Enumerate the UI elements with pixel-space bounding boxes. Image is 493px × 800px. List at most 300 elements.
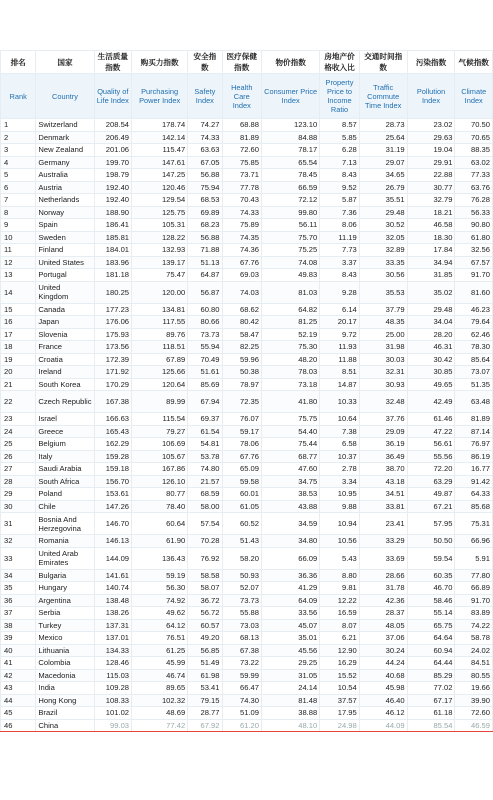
cell-consumer-price: 73.18 (262, 378, 320, 391)
cell-climate: 61.80 (455, 231, 493, 244)
cell-rank: 3 (1, 144, 36, 157)
cell-traffic: 32.89 (359, 244, 407, 257)
cell-climate: 63.02 (455, 156, 493, 169)
cell-quality-of-life: 138.48 (94, 594, 131, 607)
table-row (1, 269, 493, 282)
cell-consumer-price: 56.11 (262, 219, 320, 232)
cell-country: Greece (36, 425, 94, 438)
cell-rank: 37 (1, 607, 36, 620)
cell-pollution: 28.20 (407, 328, 455, 341)
cell-traffic: 46.40 (359, 694, 407, 707)
cell-climate: 88.35 (455, 144, 493, 157)
cell-quality-of-life: 109.28 (94, 682, 131, 695)
cell-purchasing-power: 142.14 (132, 131, 188, 144)
cell-pollution: 55.56 (407, 450, 455, 463)
table-row (1, 707, 493, 720)
cell-purchasing-power: 147.61 (132, 156, 188, 169)
cell-traffic: 34.51 (359, 488, 407, 501)
cell-rank: 45 (1, 707, 36, 720)
cell-rank: 33 (1, 547, 36, 569)
cell-country: Netherlands (36, 194, 94, 207)
cell-rank: 18 (1, 341, 36, 354)
cell-safety: 55.94 (188, 341, 222, 354)
cell-country: Turkey (36, 619, 94, 632)
cell-safety: 56.85 (188, 644, 222, 657)
table-row (1, 219, 493, 232)
cell-traffic: 35.53 (359, 281, 407, 303)
cell-health-care: 81.89 (222, 131, 262, 144)
cell-consumer-price: 123.10 (262, 119, 320, 132)
cell-health-care: 73.03 (222, 619, 262, 632)
cell-safety: 56.87 (188, 281, 222, 303)
cell-consumer-price: 45.56 (262, 644, 320, 657)
cell-rank: 44 (1, 694, 36, 707)
cell-rank: 25 (1, 438, 36, 451)
header-cn-traffic[interactable]: 交通时间指数 (359, 51, 407, 74)
cell-pollution: 67.21 (407, 500, 455, 513)
cell-health-care: 50.93 (222, 569, 262, 582)
cell-purchasing-power: 178.74 (132, 119, 188, 132)
cell-climate: 73.07 (455, 366, 493, 379)
cell-consumer-price: 74.08 (262, 256, 320, 269)
cell-purchasing-power: 120.64 (132, 378, 188, 391)
cell-property-price: 6.28 (320, 144, 360, 157)
cell-country: Denmark (36, 131, 94, 144)
cell-pollution: 49.87 (407, 488, 455, 501)
cell-rank: 41 (1, 657, 36, 670)
cell-country: China (36, 719, 94, 732)
header-pollution[interactable]: Pollution Index (407, 74, 455, 119)
header-cn-quality-of-life[interactable]: 生活质量指数 (94, 51, 131, 74)
cell-consumer-price: 75.44 (262, 438, 320, 451)
cell-purchasing-power: 89.65 (132, 682, 188, 695)
cell-health-care: 73.22 (222, 657, 262, 670)
cell-rank: 13 (1, 269, 36, 282)
cell-country: United States (36, 256, 94, 269)
cell-health-care: 58.47 (222, 328, 262, 341)
header-purchasing-power[interactable]: Purchasing Power Index (132, 74, 188, 119)
cell-pollution: 61.46 (407, 413, 455, 426)
table-row (1, 513, 493, 535)
cell-traffic: 31.98 (359, 341, 407, 354)
table-row (1, 244, 493, 257)
table-row (1, 644, 493, 657)
cell-quality-of-life: 173.56 (94, 341, 131, 354)
cell-health-care: 67.76 (222, 256, 262, 269)
cell-property-price: 8.80 (320, 569, 360, 582)
cell-pollution: 32.79 (407, 194, 455, 207)
cell-health-care: 75.85 (222, 156, 262, 169)
cell-pollution: 72.20 (407, 463, 455, 476)
cell-health-care: 67.38 (222, 644, 262, 657)
table-row (1, 547, 493, 569)
cell-climate: 91.42 (455, 475, 493, 488)
cell-quality-of-life: 108.33 (94, 694, 131, 707)
cell-purchasing-power: 105.67 (132, 450, 188, 463)
cell-health-care: 59.99 (222, 669, 262, 682)
cell-purchasing-power: 76.51 (132, 632, 188, 645)
cell-health-care: 68.88 (222, 119, 262, 132)
cell-traffic: 44.24 (359, 657, 407, 670)
cell-safety: 74.33 (188, 131, 222, 144)
cell-climate: 90.80 (455, 219, 493, 232)
cell-quality-of-life: 153.61 (94, 488, 131, 501)
cell-pollution: 85.54 (407, 719, 455, 732)
header-property-price[interactable]: Property Price to Income Ratio (320, 74, 360, 119)
cell-pollution: 30.85 (407, 366, 455, 379)
cell-purchasing-power: 134.81 (132, 303, 188, 316)
header-row-chinese (1, 51, 493, 74)
cell-property-price: 10.94 (320, 513, 360, 535)
cell-purchasing-power: 61.90 (132, 535, 188, 548)
table-row (1, 632, 493, 645)
cell-safety: 76.92 (188, 547, 222, 569)
cell-traffic: 28.66 (359, 569, 407, 582)
cell-property-price: 3.37 (320, 256, 360, 269)
cell-consumer-price: 48.20 (262, 353, 320, 366)
cell-health-care: 61.20 (222, 719, 262, 732)
table-row (1, 181, 493, 194)
cell-country: Austria (36, 181, 94, 194)
cell-quality-of-life: 140.74 (94, 582, 131, 595)
cell-consumer-price: 66.59 (262, 181, 320, 194)
cell-country: Ireland (36, 366, 94, 379)
cell-traffic: 33.81 (359, 500, 407, 513)
cell-purchasing-power: 147.25 (132, 169, 188, 182)
table-row (1, 694, 493, 707)
cell-country: Canada (36, 303, 94, 316)
header-safety[interactable]: Safety Index (188, 74, 222, 119)
cell-pollution: 18.30 (407, 231, 455, 244)
cell-quality-of-life: 206.49 (94, 131, 131, 144)
cell-consumer-price: 81.48 (262, 694, 320, 707)
cell-purchasing-power: 120.00 (132, 281, 188, 303)
cell-climate: 77.33 (455, 169, 493, 182)
cell-property-price: 20.17 (320, 316, 360, 329)
cell-safety: 75.94 (188, 181, 222, 194)
cell-purchasing-power: 61.25 (132, 644, 188, 657)
cell-climate: 70.50 (455, 119, 493, 132)
cell-quality-of-life: 201.06 (94, 144, 131, 157)
header-climate[interactable]: Climate Index (455, 74, 493, 119)
cell-health-care: 51.09 (222, 707, 262, 720)
header-rank[interactable]: Rank (1, 74, 36, 119)
cell-country: Poland (36, 488, 94, 501)
cell-traffic: 36.49 (359, 450, 407, 463)
cell-climate: 83.89 (455, 607, 493, 620)
cell-consumer-price: 43.88 (262, 500, 320, 513)
cell-consumer-price: 75.70 (262, 231, 320, 244)
cell-country: Czech Republic (36, 391, 94, 413)
cell-property-price: 9.52 (320, 181, 360, 194)
cell-health-care: 70.43 (222, 194, 262, 207)
table-row (1, 582, 493, 595)
cell-purchasing-power: 139.17 (132, 256, 188, 269)
table-row (1, 378, 493, 391)
cell-traffic: 26.79 (359, 181, 407, 194)
header-cn-property-price[interactable]: 房地产价格收入比 (320, 51, 360, 74)
cell-property-price: 37.57 (320, 694, 360, 707)
cell-purchasing-power: 49.62 (132, 607, 188, 620)
cell-pollution: 31.85 (407, 269, 455, 282)
cell-consumer-price: 81.03 (262, 281, 320, 303)
cell-country: Sweden (36, 231, 94, 244)
cell-property-price: 7.36 (320, 206, 360, 219)
cell-rank: 24 (1, 425, 36, 438)
cell-climate: 85.68 (455, 500, 493, 513)
header-quality-of-life[interactable]: Quality of Life Index (94, 74, 131, 119)
cell-safety: 53.78 (188, 450, 222, 463)
cell-purchasing-power: 115.47 (132, 144, 188, 157)
cell-consumer-price: 33.56 (262, 607, 320, 620)
cell-rank: 39 (1, 632, 36, 645)
cell-pollution: 60.35 (407, 569, 455, 582)
cell-country: Macedonia (36, 669, 94, 682)
cell-safety: 69.37 (188, 413, 222, 426)
cell-health-care: 58.20 (222, 547, 262, 569)
cell-pollution: 65.75 (407, 619, 455, 632)
cell-purchasing-power: 167.86 (132, 463, 188, 476)
cell-traffic: 38.70 (359, 463, 407, 476)
cell-climate: 91.70 (455, 594, 493, 607)
cell-consumer-price: 66.09 (262, 547, 320, 569)
cell-traffic: 33.29 (359, 535, 407, 548)
header-country[interactable]: Country (36, 74, 94, 119)
cell-quality-of-life: 99.03 (94, 719, 131, 732)
cell-purchasing-power: 78.40 (132, 500, 188, 513)
cell-climate: 46.23 (455, 303, 493, 316)
cell-country: Romania (36, 535, 94, 548)
cell-safety: 58.07 (188, 582, 222, 595)
cell-country: Hong Kong (36, 694, 94, 707)
cell-quality-of-life: 192.40 (94, 181, 131, 194)
table-row (1, 131, 493, 144)
cell-climate: 80.55 (455, 669, 493, 682)
cell-rank: 20 (1, 366, 36, 379)
header-cn-climate[interactable]: 气候指数 (455, 51, 493, 74)
cell-health-care: 73.73 (222, 594, 262, 607)
cell-rank: 42 (1, 669, 36, 682)
table-row (1, 438, 493, 451)
table-row (1, 194, 493, 207)
cell-safety: 49.20 (188, 632, 222, 645)
cell-country: Portugal (36, 269, 94, 282)
cell-quality-of-life: 134.33 (94, 644, 131, 657)
cell-quality-of-life: 172.39 (94, 353, 131, 366)
cell-pollution: 17.84 (407, 244, 455, 257)
cell-quality-of-life: 208.54 (94, 119, 131, 132)
table-row (1, 535, 493, 548)
cell-rank: 15 (1, 303, 36, 316)
cell-country: Serbia (36, 607, 94, 620)
cell-traffic: 32.48 (359, 391, 407, 413)
cell-purchasing-power: 56.30 (132, 582, 188, 595)
cell-country: Colombia (36, 657, 94, 670)
cell-quality-of-life: 167.38 (94, 391, 131, 413)
cell-consumer-price: 81.25 (262, 316, 320, 329)
cell-rank: 14 (1, 281, 36, 303)
cell-climate: 64.33 (455, 488, 493, 501)
cell-country: France (36, 341, 94, 354)
cell-traffic: 30.52 (359, 219, 407, 232)
cell-rank: 10 (1, 231, 36, 244)
cell-rank: 11 (1, 244, 36, 257)
cell-quality-of-life: 177.23 (94, 303, 131, 316)
cell-health-care: 74.03 (222, 281, 262, 303)
cell-pollution: 77.02 (407, 682, 455, 695)
cell-country: Australia (36, 169, 94, 182)
cell-property-price: 6.58 (320, 438, 360, 451)
cell-climate: 66.89 (455, 582, 493, 595)
cell-health-care: 68.62 (222, 303, 262, 316)
cell-country: Hungary (36, 582, 94, 595)
cell-purchasing-power: 102.32 (132, 694, 188, 707)
cell-property-price: 12.90 (320, 644, 360, 657)
cell-consumer-price: 38.53 (262, 488, 320, 501)
cell-quality-of-life: 137.01 (94, 632, 131, 645)
cell-pollution: 59.54 (407, 547, 455, 569)
cell-traffic: 36.19 (359, 438, 407, 451)
cell-climate: 63.48 (455, 391, 493, 413)
cell-rank: 31 (1, 513, 36, 535)
cell-rank: 9 (1, 219, 36, 232)
cell-rank: 38 (1, 619, 36, 632)
cell-climate: 70.65 (455, 131, 493, 144)
cell-pollution: 30.77 (407, 181, 455, 194)
cell-safety: 70.49 (188, 353, 222, 366)
cell-purchasing-power: 120.46 (132, 181, 188, 194)
cell-climate: 16.77 (455, 463, 493, 476)
cell-health-care: 72.60 (222, 144, 262, 157)
cell-country: Saudi Arabia (36, 463, 94, 476)
table-row (1, 341, 493, 354)
cell-health-care: 82.25 (222, 341, 262, 354)
cell-climate: 86.19 (455, 450, 493, 463)
cell-health-care: 59.96 (222, 353, 262, 366)
cell-traffic: 40.68 (359, 669, 407, 682)
cell-safety: 79.15 (188, 694, 222, 707)
header-cn-rank[interactable]: 排名 (1, 51, 36, 74)
cell-rank: 32 (1, 535, 36, 548)
cell-quality-of-life: 176.06 (94, 316, 131, 329)
table-row (1, 619, 493, 632)
cell-traffic: 34.65 (359, 169, 407, 182)
cell-traffic: 48.35 (359, 316, 407, 329)
cell-property-price: 10.56 (320, 535, 360, 548)
cell-consumer-price: 64.82 (262, 303, 320, 316)
cell-climate: 81.89 (455, 413, 493, 426)
cell-country: South Korea (36, 378, 94, 391)
table-row (1, 413, 493, 426)
cell-safety: 74.27 (188, 119, 222, 132)
cell-pollution: 29.63 (407, 131, 455, 144)
header-cn-country[interactable]: 国家 (36, 51, 94, 74)
cell-safety: 54.81 (188, 438, 222, 451)
cell-quality-of-life: 198.79 (94, 169, 131, 182)
cell-health-care: 73.71 (222, 169, 262, 182)
cell-property-price: 2.78 (320, 463, 360, 476)
cell-pollution: 47.22 (407, 425, 455, 438)
cell-property-price: 6.14 (320, 303, 360, 316)
cell-climate: 19.66 (455, 682, 493, 695)
cell-traffic: 37.76 (359, 413, 407, 426)
table-row (1, 488, 493, 501)
cell-country: United Arab Emirates (36, 547, 94, 569)
cell-consumer-price: 29.25 (262, 657, 320, 670)
cell-rank: 2 (1, 131, 36, 144)
cell-pollution: 46.31 (407, 341, 455, 354)
cell-purchasing-power: 48.69 (132, 707, 188, 720)
table-row (1, 119, 493, 132)
cell-traffic: 28.73 (359, 119, 407, 132)
cell-consumer-price: 41.29 (262, 582, 320, 595)
cell-safety: 67.92 (188, 719, 222, 732)
cell-pollution: 46.70 (407, 582, 455, 595)
cell-property-price: 12.22 (320, 594, 360, 607)
cell-health-care: 69.03 (222, 269, 262, 282)
cell-health-care: 61.05 (222, 500, 262, 513)
cell-property-price: 9.28 (320, 281, 360, 303)
header-cn-pollution[interactable]: 污染指数 (407, 51, 455, 74)
cell-quality-of-life: 147.26 (94, 500, 131, 513)
cell-purchasing-power: 45.99 (132, 657, 188, 670)
header-cn-safety[interactable]: 安全指数 (188, 51, 222, 74)
cell-health-care: 50.38 (222, 366, 262, 379)
cell-consumer-price: 38.88 (262, 707, 320, 720)
cell-health-care: 74.33 (222, 206, 262, 219)
cell-quality-of-life: 183.96 (94, 256, 131, 269)
table-row (1, 719, 493, 732)
cell-climate: 63.76 (455, 181, 493, 194)
table-row (1, 594, 493, 607)
cell-rank: 30 (1, 500, 36, 513)
header-cn-purchasing-power[interactable]: 购买力指数 (132, 51, 188, 74)
header-health-care[interactable]: Health Care Index (222, 74, 262, 119)
cell-safety: 56.72 (188, 607, 222, 620)
cell-safety: 71.88 (188, 244, 222, 257)
cell-property-price: 11.88 (320, 353, 360, 366)
cell-pollution: 22.88 (407, 169, 455, 182)
cell-consumer-price: 31.05 (262, 669, 320, 682)
cell-traffic: 30.03 (359, 353, 407, 366)
cell-purchasing-power: 118.51 (132, 341, 188, 354)
cell-climate: 56.33 (455, 206, 493, 219)
cell-climate: 67.57 (455, 256, 493, 269)
header-cn-health-care[interactable]: 医疗保健指数 (222, 51, 262, 74)
cell-consumer-price: 78.03 (262, 366, 320, 379)
header-cn-consumer-price[interactable]: 物价指数 (262, 51, 320, 74)
cell-consumer-price: 47.60 (262, 463, 320, 476)
cell-consumer-price: 75.75 (262, 413, 320, 426)
cell-climate: 39.90 (455, 694, 493, 707)
cell-consumer-price: 35.01 (262, 632, 320, 645)
cell-pollution: 49.65 (407, 378, 455, 391)
cell-traffic: 37.79 (359, 303, 407, 316)
cell-climate: 81.60 (455, 281, 493, 303)
cell-traffic: 48.05 (359, 619, 407, 632)
table-row (1, 169, 493, 182)
cell-rank: 7 (1, 194, 36, 207)
header-traffic[interactable]: Traffic Commute Time Index (359, 74, 407, 119)
table-row (1, 231, 493, 244)
header-consumer-price[interactable]: Consumer Price Index (262, 74, 320, 119)
cell-pollution: 67.17 (407, 694, 455, 707)
cell-quality-of-life: 181.18 (94, 269, 131, 282)
cell-quality-of-life: 115.03 (94, 669, 131, 682)
cell-property-price: 10.64 (320, 413, 360, 426)
cell-traffic: 28.37 (359, 607, 407, 620)
cell-traffic: 25.00 (359, 328, 407, 341)
